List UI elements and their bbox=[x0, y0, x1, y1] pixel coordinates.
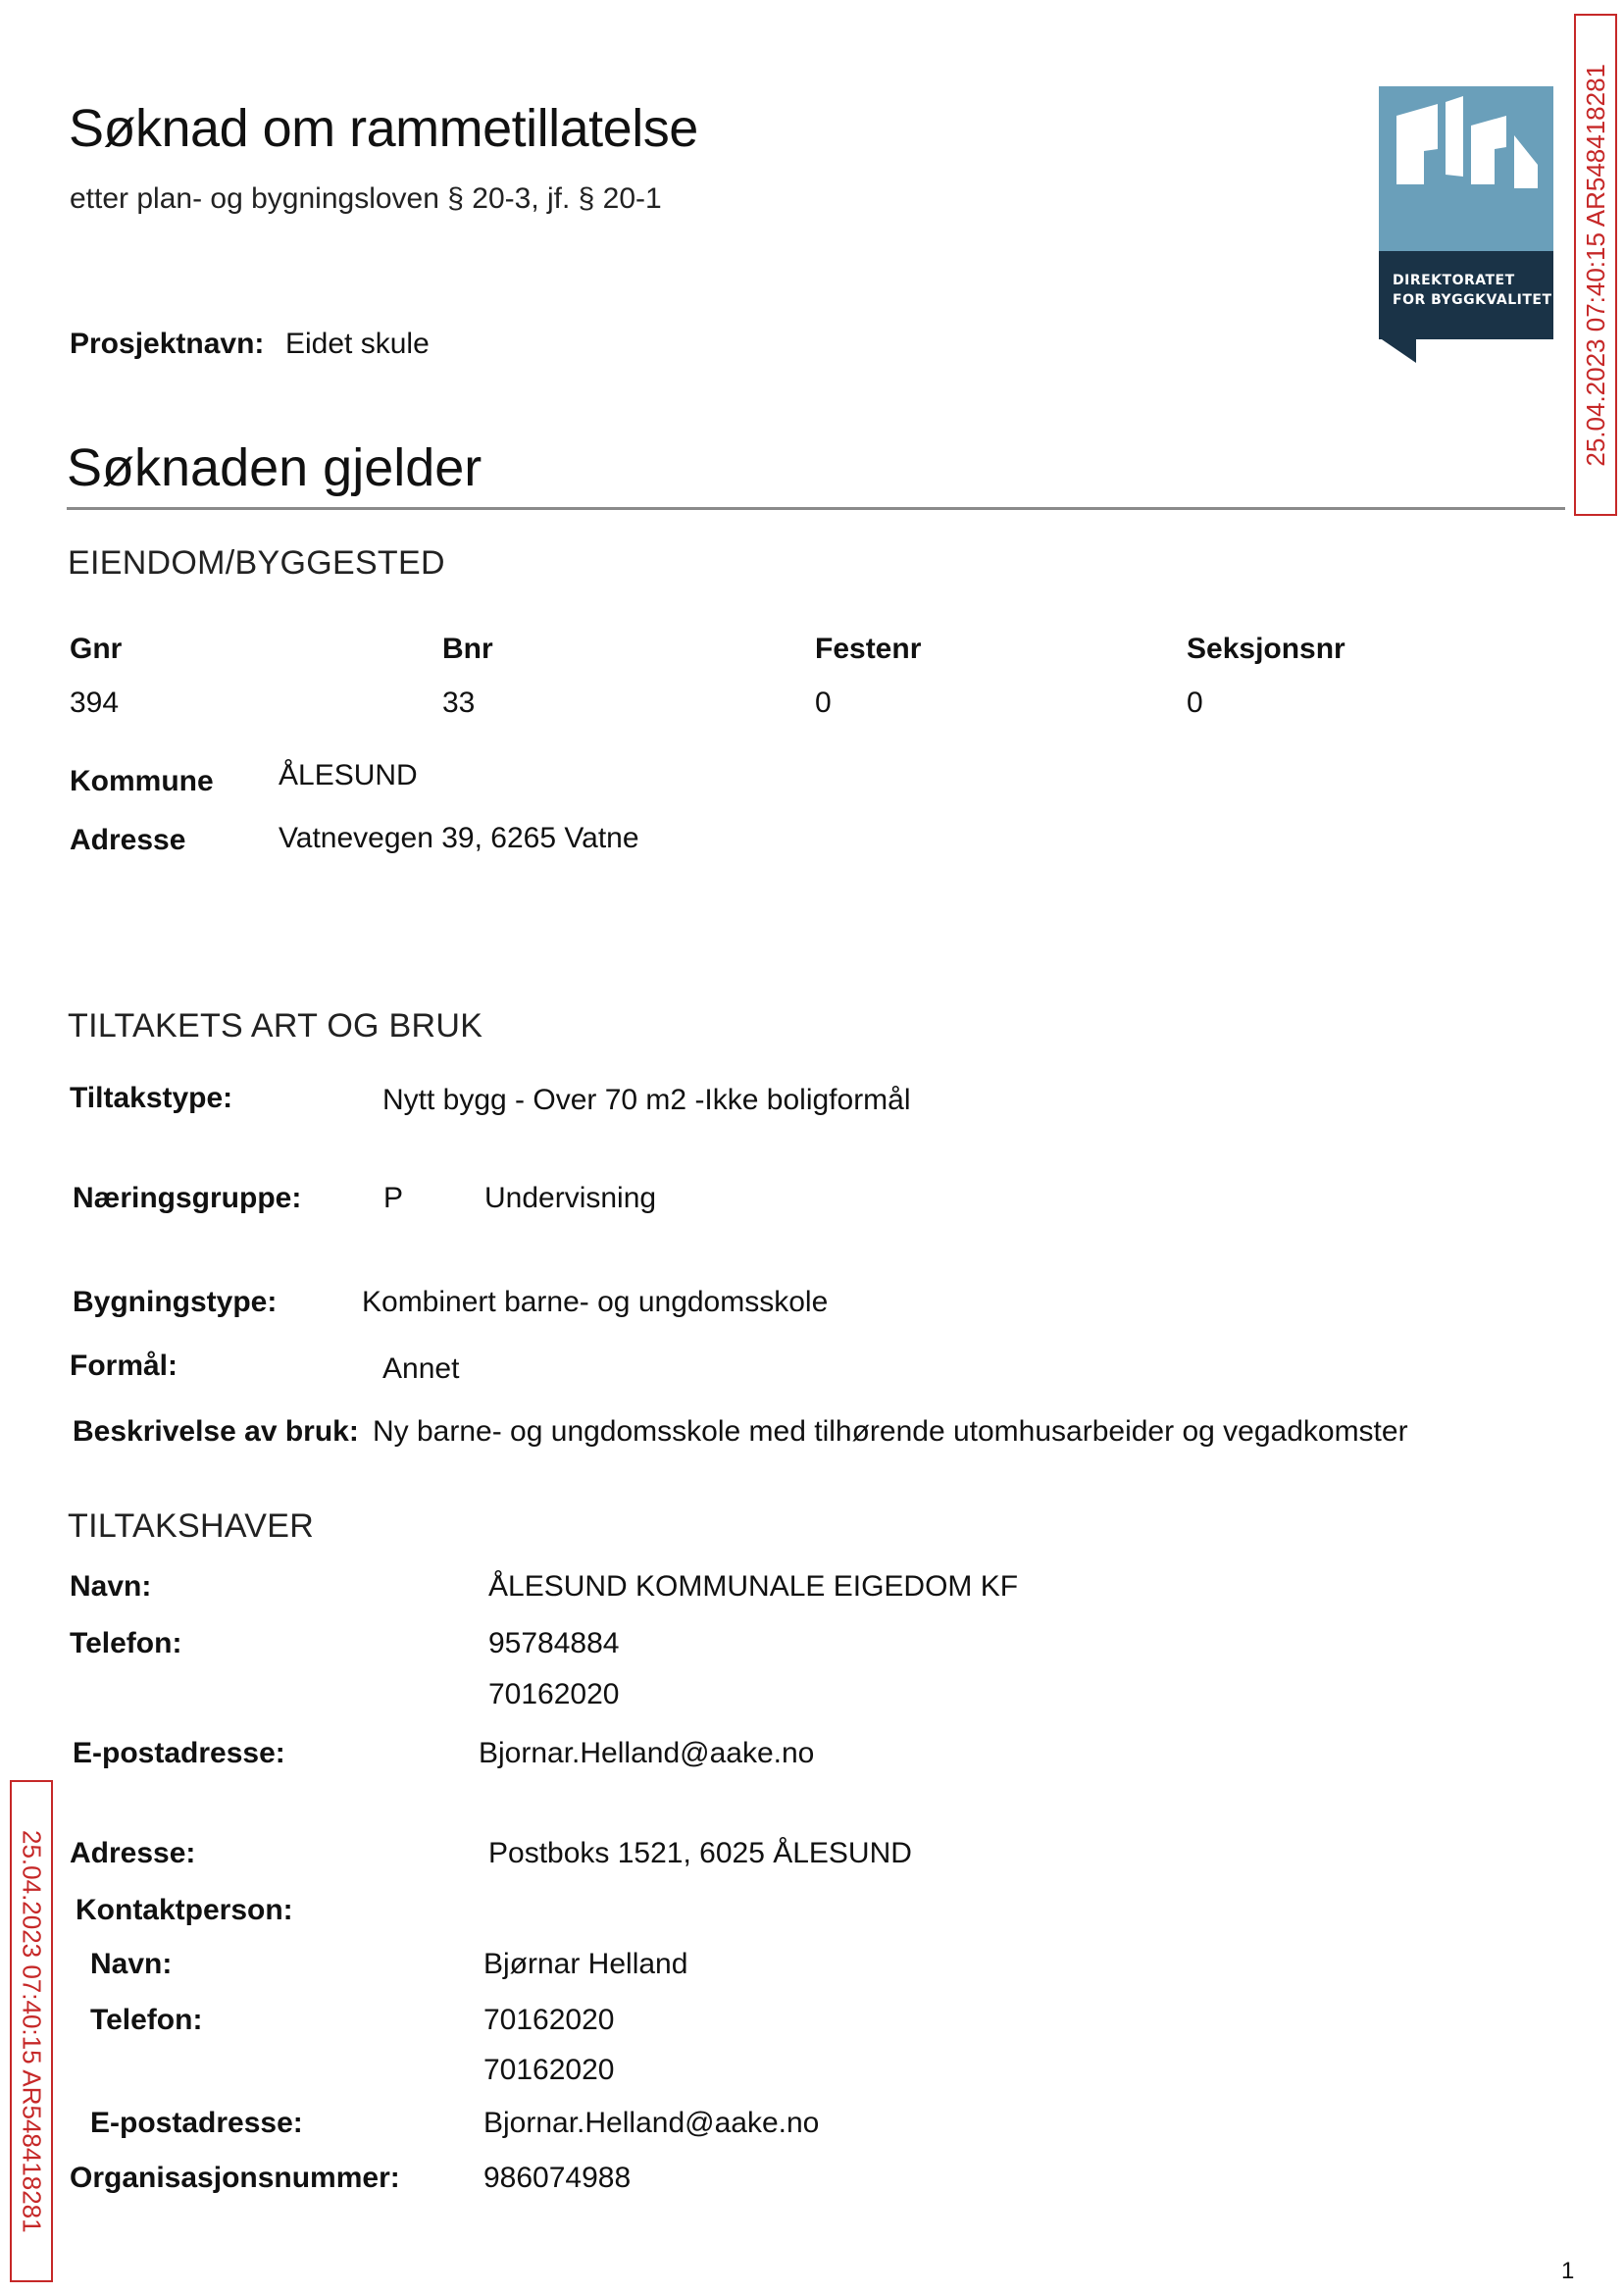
tiltakshaver-telefon-label: Telefon: bbox=[70, 1627, 182, 1659]
naeringsgruppe-code: P bbox=[383, 1182, 404, 1214]
festenr-label: Festenr bbox=[815, 633, 922, 665]
timestamp-stamp-top bbox=[1574, 14, 1617, 516]
gnr-label: Gnr bbox=[70, 633, 123, 665]
tiltakshaver-epost-label: E-postadresse: bbox=[73, 1737, 285, 1769]
building-icon bbox=[1379, 86, 1553, 251]
project-name-label: Prosjektnavn: bbox=[70, 328, 265, 360]
tiltakshaver-epost-value: Bjornar.Helland@aake.no bbox=[479, 1737, 815, 1769]
page-number: 1 bbox=[1561, 2258, 1575, 2284]
timestamp-stamp-bottom-text: 25.04.2023 07:40:15 AR548418281 bbox=[17, 1829, 47, 2233]
formal-value: Annet bbox=[382, 1352, 460, 1385]
kontakt-telefon-label: Telefon: bbox=[90, 2004, 203, 2036]
seksjonsnr-value: 0 bbox=[1187, 687, 1203, 719]
organisasjonsnummer-label: Organisasjonsnummer: bbox=[70, 2162, 400, 2194]
timestamp-stamp-top-text: 25.04.2023 07:40:15 AR548418281 bbox=[1580, 63, 1610, 467]
tiltakshaver-navn-label: Navn: bbox=[70, 1570, 152, 1603]
kontakt-epost-value: Bjornar.Helland@aake.no bbox=[483, 2107, 820, 2139]
kontakt-epost-label: E-postadresse: bbox=[90, 2107, 303, 2139]
naeringsgruppe-value: Undervisning bbox=[484, 1182, 657, 1214]
project-name-value: Eidet skule bbox=[285, 328, 430, 360]
kontaktperson-label: Kontaktperson: bbox=[76, 1894, 293, 1926]
formal-label: Formål: bbox=[70, 1350, 178, 1382]
document-title: Søknad om rammetillatelse bbox=[69, 99, 698, 158]
naeringsgruppe-label: Næringsgruppe: bbox=[73, 1182, 302, 1214]
tiltakshaver-navn-value: ÅLESUND KOMMUNALE EIGEDOM KF bbox=[488, 1570, 1019, 1603]
section-title: Søknaden gjelder bbox=[67, 438, 482, 497]
tiltakstype-label: Tiltakstype: bbox=[70, 1082, 233, 1114]
timestamp-stamp-bottom bbox=[10, 1780, 53, 2282]
section-divider bbox=[67, 507, 1565, 510]
bygningstype-value: Kombinert barne- og ungdomsskole bbox=[362, 1286, 829, 1318]
kontakt-telefon-value-2: 70162020 bbox=[483, 2054, 615, 2086]
beskrivelse-label: Beskrivelse av bruk: bbox=[73, 1415, 359, 1448]
kontakt-telefon-value-1: 70162020 bbox=[483, 2004, 615, 2036]
kommune-label: Kommune bbox=[70, 765, 214, 797]
logo-band bbox=[1379, 251, 1553, 339]
adresse-value: Vatnevegen 39, 6265 Vatne bbox=[279, 822, 639, 854]
gnr-value: 394 bbox=[70, 687, 120, 719]
tiltak-heading: TILTAKETS ART OG BRUK bbox=[68, 1007, 483, 1045]
beskrivelse-value: Ny barne- og ungdomsskole med tilhørende utomhusarbeider og vegadkomster bbox=[373, 1415, 1408, 1448]
logo-text-line2: FOR BYGGKVALITET bbox=[1393, 292, 1552, 308]
kontakt-navn-label: Navn: bbox=[90, 1948, 173, 1980]
document-subtitle: etter plan- og bygningsloven § 20-3, jf. § 20-1 bbox=[70, 182, 662, 215]
organisasjonsnummer-value: 986074988 bbox=[483, 2162, 632, 2194]
adresse-label: Adresse bbox=[70, 824, 186, 856]
festenr-value: 0 bbox=[815, 687, 832, 719]
kommune-value: ÅLESUND bbox=[279, 759, 418, 791]
tiltakshaver-adresse-value: Postboks 1521, 6025 ÅLESUND bbox=[488, 1837, 912, 1869]
tiltakstype-value: Nytt bygg - Over 70 m2 -Ikke boligformål bbox=[382, 1084, 911, 1116]
property-heading: EIENDOM/BYGGESTED bbox=[68, 544, 445, 582]
bygningstype-label: Bygningstype: bbox=[73, 1286, 278, 1318]
tiltakshaver-heading: TILTAKSHAVER bbox=[68, 1507, 315, 1545]
tiltakshaver-telefon-value-1: 95784884 bbox=[488, 1627, 620, 1659]
seksjonsnr-label: Seksjonsnr bbox=[1187, 633, 1345, 665]
kontakt-navn-value: Bjørnar Helland bbox=[483, 1948, 688, 1980]
bnr-value: 33 bbox=[442, 687, 476, 719]
logo-tab bbox=[1379, 337, 1416, 363]
logo-text-line1: DIREKTORATET bbox=[1393, 273, 1515, 288]
tiltakshaver-telefon-value-2: 70162020 bbox=[488, 1678, 620, 1710]
bnr-label: Bnr bbox=[442, 633, 493, 665]
tiltakshaver-adresse-label: Adresse: bbox=[70, 1837, 196, 1869]
